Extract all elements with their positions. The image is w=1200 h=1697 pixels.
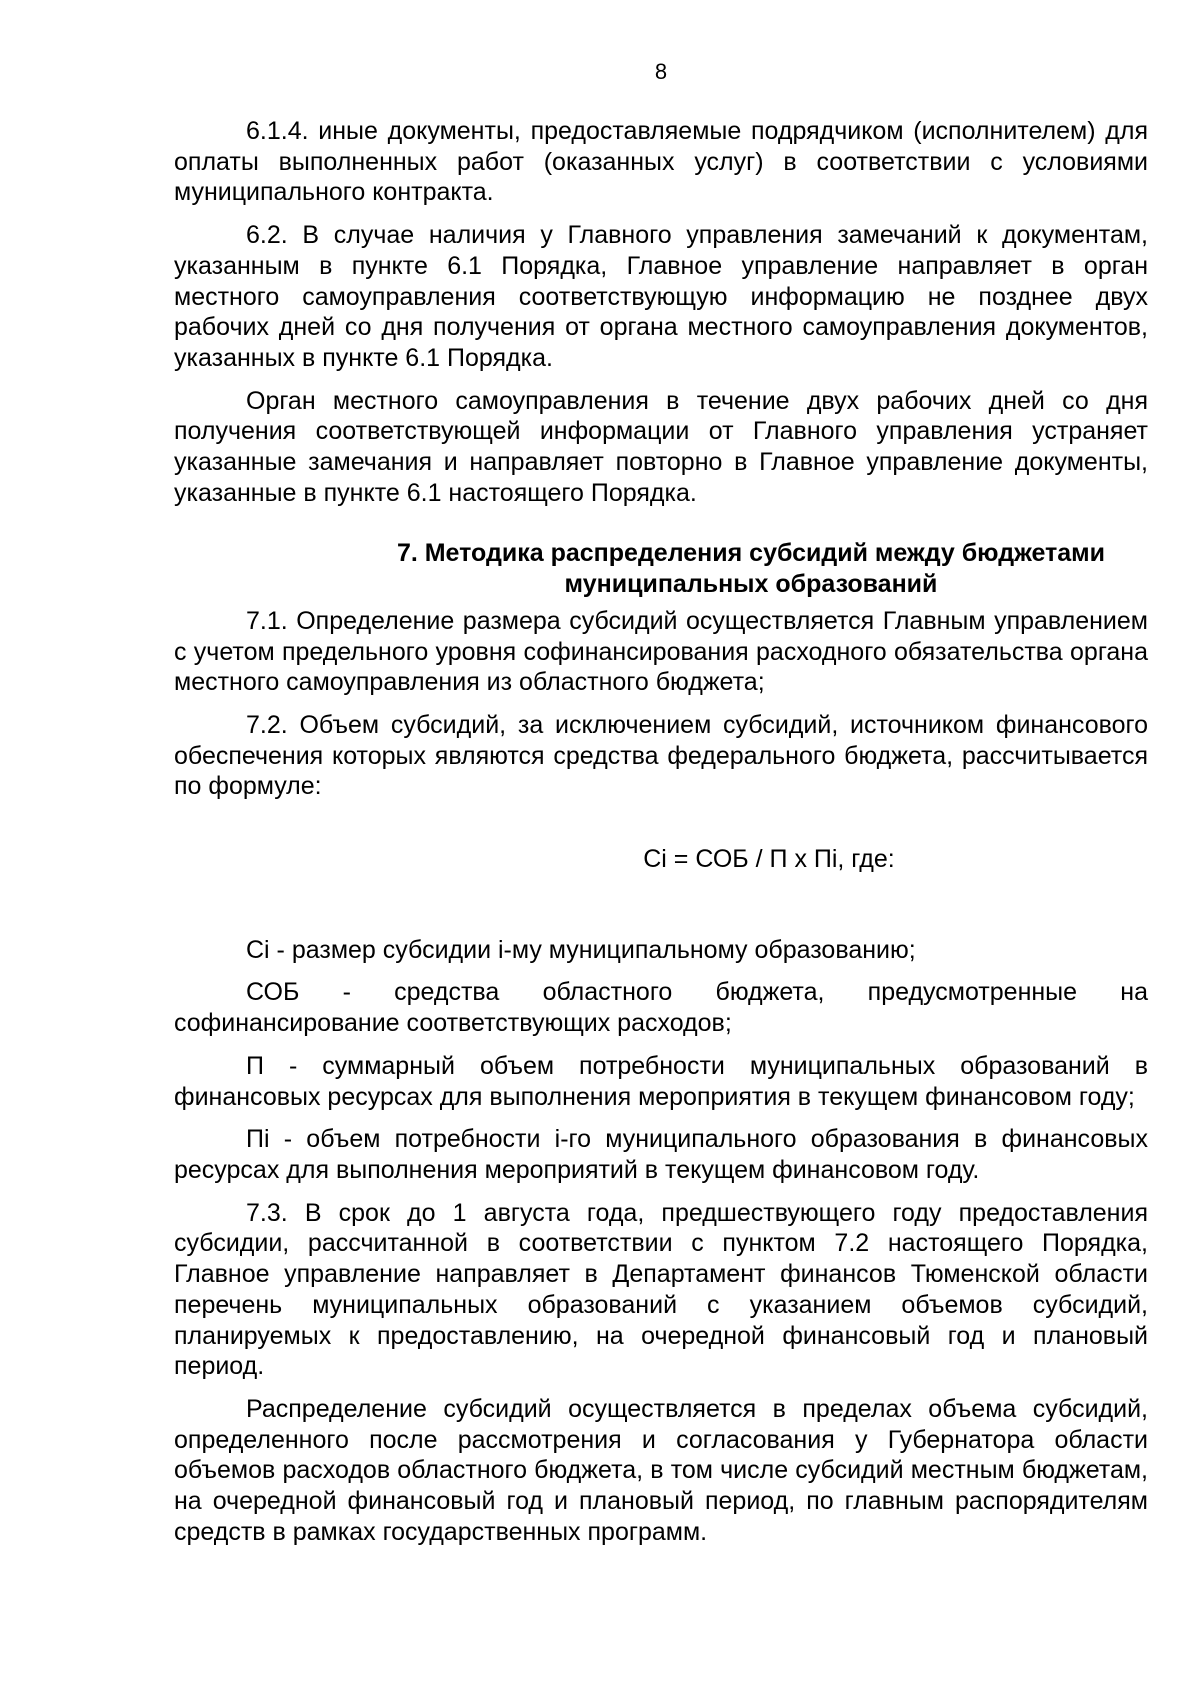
definition-pi: Пi - объем потребности i-го муниципального образования в финансовых ресурсах для выполнения мероприятий в текущем финансовом году. xyxy=(174,1125,1148,1184)
subsidy-formula: Сi = СОБ / П х Пi, где: xyxy=(643,845,895,874)
section-heading-line-1: 7. Методика распределения субсидий между бюджетами xyxy=(396,539,1106,568)
page-number: 8 xyxy=(654,59,668,84)
paragraph-7-2: 7.2. Объем субсидий, за исключением субсидий, источником финансового обеспечения которых являются средства федерального бюджета, рассчитывается по формуле: xyxy=(174,710,1148,801)
definition-p: П - суммарный объем потребности муниципальных образований в финансовых ресурсах для выполнения мероприятия в текущем финансовом году; xyxy=(174,1051,1148,1111)
paragraph-7-3: 7.3. В срок до 1 августа года, предшествующего году предоставления субсидии, рассчитанной в соответствии с пунктом 7.2 настоящего Порядка, Главное управление направляет в Департамент финансов Тюменской области перечень муниципальных образований с указанием объемов субсидий, планируемых к предоставлению, на очередной финансовый год и плановый период. xyxy=(174,1198,1148,1381)
section-7-heading xyxy=(174,538,1148,599)
definition-sob: СОБ - средства областного бюджета, предусмотренные на софинансирование соответствующих расходов; xyxy=(174,978,1148,1038)
paragraph-7-1: 7.1. Определение размера субсидий осуществляется Главным управлением с учетом предельного уровня софинансирования расходного обязательства органа местного самоуправления из областного бюджета; xyxy=(174,606,1148,697)
section-heading-line-2: муниципальных образований xyxy=(564,570,938,599)
paragraph-6-2-continuation: Орган местного самоуправления в течение двух рабочих дней со дня получения соответствующей информации от Главного управления устраняет указанные замечания и направляет повторно в Главное управление документы, указанные в пункте 6.1 настоящего Порядка. xyxy=(174,386,1148,507)
paragraph-6-1-4: 6.1.4. иные документы, предоставляемые подрядчиком (исполнителем) для оплаты выполненных работ (оказанных услуг) в соответствии с условиями муниципального контракта. xyxy=(174,117,1148,207)
document-body xyxy=(174,116,1148,1547)
definition-ci: Сi - размер субсидии i-му муниципальному образованию; xyxy=(246,935,916,964)
paragraph-distribution: Распределение субсидий осуществляется в пределах объема субсидий, определенного после рассмотрения и согласования у Губернатора области объемов расходов областного бюджета, в том числе субсидий местным бюджетам, на очередной финансовый год и плановый период, по главным распорядителям средств в рамках государственных программ. xyxy=(174,1394,1148,1546)
paragraph-6-2: 6.2. В случае наличия у Главного управления замечаний к документам, указанным в пункте 6.1 Порядка, Главное управление направляет в орган местного самоуправления соответствующую информацию не позднее двух рабочих дней со дня получения от органа местного самоуправления документов, указанных в пункте 6.1 Порядка. xyxy=(174,221,1148,372)
